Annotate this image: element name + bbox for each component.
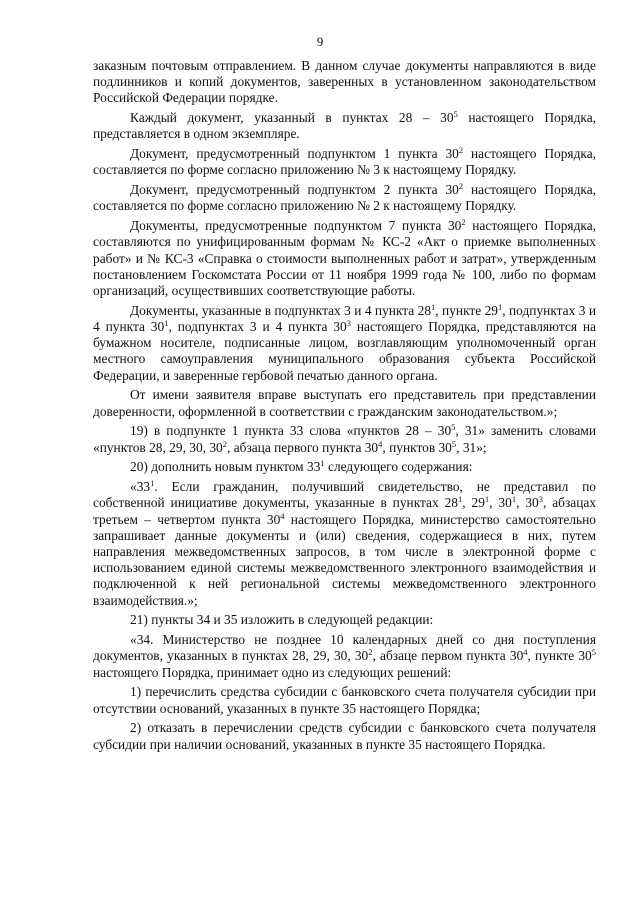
superscript: 1: [498, 301, 503, 312]
text-run: Документы, предусмотренные подпунктом 7 пункта 30: [130, 218, 462, 234]
superscript: 1: [150, 478, 155, 489]
superscript: 2: [461, 217, 466, 228]
paragraph-p7: [93, 387, 596, 419]
superscript: 3: [346, 318, 351, 329]
text-run: От имени заявителя вправе выступать его представитель при представлении доверенности, оформленной в соответствии с гражданским законодательством.»;: [93, 387, 596, 419]
text-run: , подпунктах 3 и 4 пункта 30: [168, 319, 347, 335]
paragraph-p3: [93, 146, 596, 178]
superscript: 2: [222, 438, 227, 449]
text-run: , 29: [462, 495, 485, 511]
text-run: 1) перечислить средства субсидии с банковского счета получателя субсидии при отсутствии оснований, указанных в пункте 35 настоящего Порядка;: [93, 684, 596, 716]
text-run: Документ, предусмотренный подпунктом 1 пункта 30: [130, 146, 459, 162]
text-run: «33: [130, 479, 151, 495]
text-run: , пункте 30: [527, 648, 592, 664]
superscript: 1: [320, 458, 325, 469]
text-run: , абзаца первого пункта 30: [227, 439, 379, 455]
text-run: Каждый документ, указанный в пунктах 28 – 30: [130, 110, 454, 126]
paragraph-p2: [93, 110, 596, 142]
text-run: , подпунктах 3 и 4 пункта 30: [93, 302, 596, 335]
text-run: настоящего Порядка, принимает одно из следующих решений:: [93, 664, 452, 680]
text-run: , 31» заменить словами «пунктов 28, 29, 30, 30: [93, 423, 597, 455]
page-number: 9: [316, 34, 324, 49]
text-run: следующего содержания:: [324, 459, 473, 475]
paragraph-p14: [93, 720, 596, 752]
text-run: настоящего Порядка, министерство самостоятельно запрашивает данные документы и (или) сведения, содержащиеся в них, путем направления межведомственных запросов, в том числе в электронной форме с использованием единой системы межведомственного электронного взаимодействия и подключенной к ней региональной системы межведомственного электронного взаимодействия.»;: [93, 511, 596, 608]
paragraph-p6: [93, 303, 596, 384]
superscript: 4: [378, 438, 383, 449]
text-run: настоящего Порядка, составляется по форме согласно приложению № 3 к настоящему Порядку.: [93, 146, 596, 178]
superscript: 2: [368, 647, 373, 658]
text-run: 19) в подпункте 1 пункта 33 слова «пунктов 28 – 30: [130, 423, 452, 439]
paragraph-p4: [93, 182, 596, 214]
paragraph-p12: [93, 632, 596, 681]
text-run: , пункте 29: [435, 302, 499, 318]
paragraph-p5: [93, 218, 596, 299]
superscript: 1: [458, 494, 463, 505]
superscript: 4: [523, 647, 528, 658]
superscript: 5: [591, 647, 596, 658]
superscript: 1: [484, 494, 490, 505]
text-run: «34. Министерство не позднее 10 календарных дней со дня поступления документов, указанных в пунктах 28, 29, 30, 30: [93, 632, 596, 664]
text-run: 2) отказать в перечислении средств субсидии с банковского счета получателя субсидии при наличии оснований, указанных в пункте 35 настоящего Порядка.: [93, 720, 596, 752]
text-run: настоящего Порядка, представляется в одном экземпляре.: [93, 110, 596, 142]
text-run: Документы, указанные в подпунктах 3 и 4 пункта 28: [130, 302, 432, 318]
text-run: . Если гражданин, получивший свидетельство, не представил по собственной инициативе документы, указанные в пунктах 28: [93, 479, 596, 511]
text-run: , абзацах третьем – четвертом пункта 30: [93, 495, 597, 527]
text-run: заказным почтовым отправлением. В данном случае документы направляются в виде подлинников и копий документов, заверенных в установленном законодательством Российской Федерации порядке.: [93, 58, 596, 106]
text-run: , 31»;: [456, 439, 487, 455]
superscript: 5: [451, 422, 456, 433]
superscript: 5: [451, 438, 457, 449]
superscript: 2: [458, 145, 464, 156]
text-run: 20) дополнить новым пунктом 33: [130, 459, 321, 475]
paragraph-p13: [93, 684, 596, 716]
superscript: 1: [431, 301, 436, 312]
paragraph-p8: [93, 423, 596, 455]
superscript: 3: [538, 494, 543, 505]
text-run: Документ, предусмотренный подпунктом 2 пункта 30: [130, 182, 459, 198]
text-run: , 30: [516, 495, 539, 511]
text-run: настоящего Порядка, представляются на бумажном носителе, подписанные лицом, возглавляющим уполномоченный орган местного самоуправления муниципального образования субъекта Российской Федерации, и заверенные гербовой печатью данного органа.: [93, 319, 597, 383]
text-run: настоящего Порядка, составляется по форме согласно приложению № 2 к настоящему Порядку.: [93, 182, 596, 214]
paragraph-p9: [93, 459, 596, 475]
paragraph-p1: [93, 58, 596, 107]
superscript: 1: [511, 494, 517, 505]
text-run: 21) пункты 34 и 35 изложить в следующей редакции:: [130, 612, 434, 628]
text-run: , абзаце первом пункта 30: [372, 648, 524, 664]
superscript: 1: [164, 318, 169, 329]
text-run: , 30: [489, 495, 512, 511]
paragraph-p10: [93, 479, 596, 609]
superscript: 4: [280, 510, 285, 521]
superscript: 2: [458, 181, 464, 192]
text-run: настоящего Порядка, составляются по унифицированным формам № КС-2 «Акт о приемке выполненных работ» и № КС-3 «Справка о стоимости выполненных работ и затрат», утвержденным постановлением Госкомстата России от 11 ноября 1999 года № 100, либо по формам организаций, осуществивших соответствующие работы.: [93, 218, 596, 299]
document-body: [93, 58, 596, 756]
text-run: , пунктов 30: [382, 439, 452, 455]
paragraph-p11: [93, 612, 596, 628]
superscript: 5: [453, 109, 458, 120]
